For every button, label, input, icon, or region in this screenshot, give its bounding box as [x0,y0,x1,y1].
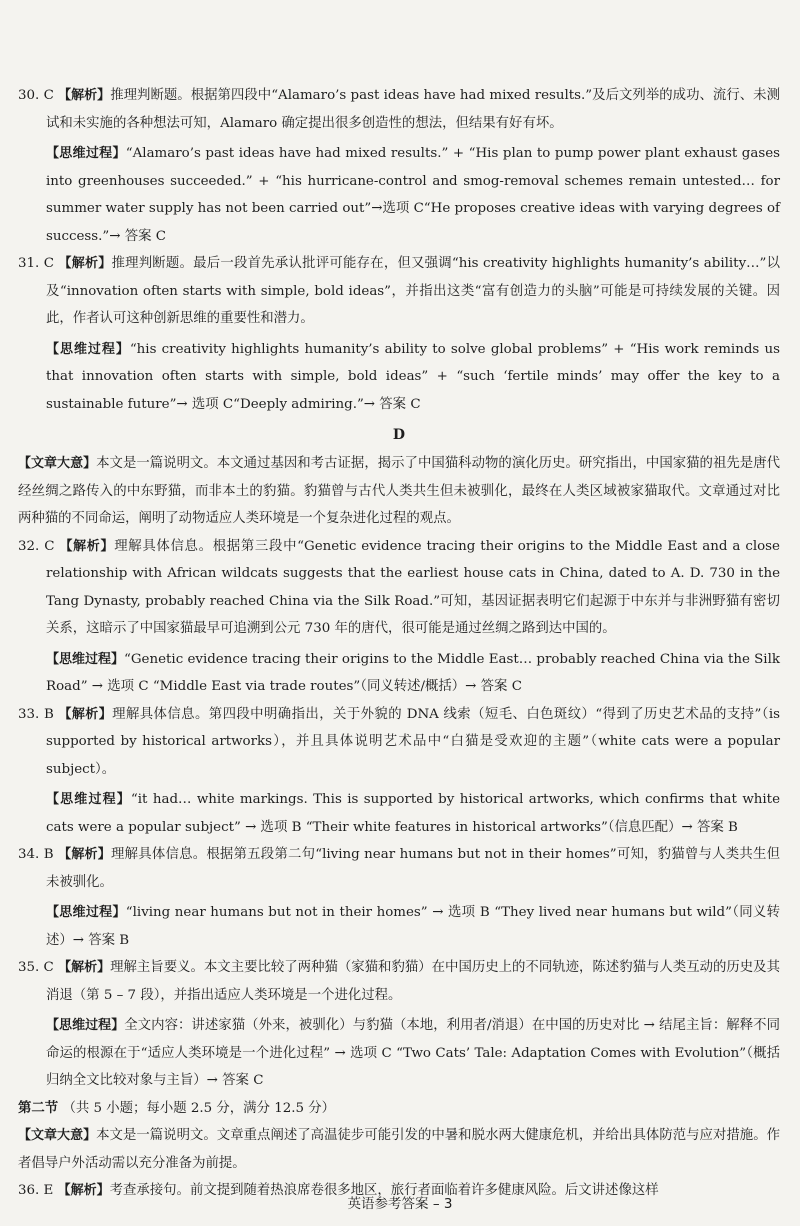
q30-thinking-text: “Alamaro’s past ideas have had mixed results.” + “His plan to pump power plant exhaust gases into greenhouses succeeded.” + “his hurricane-control and smog-removal schemes remain untested… for summer water supply has not been carried out”→选项 C“He proposes creative ideas with varying degrees of success.”→ 答案 C [46,146,780,244]
q35-text: 理解主旨要义。本文主要比较了两种猫（家猫和豹猫）在中国历史上的不同轨迹，陈述豹猫与人类互动的历史及其消退（第 5 – 7 段），并指出适应人类环境是一个进化过程。 [46,960,780,1003]
analysis-tag: 【解析】 [58,706,113,722]
thinking-tag: 【思维过程】 [46,341,130,357]
q33-number: 33. B [18,706,54,722]
q33-thinking [18,786,780,841]
thinking-tag: 【思维过程】 [46,146,126,161]
q30-text: 推理判断题。根据第四段中“Alamaro’s past ideas have had mixed results.”及后文列举的成功、流行、未测试和未实施的各种想法可知，Alamaro 确定提出很多创造性的想法，但结果有好有坏。 [46,88,780,131]
q35-number: 35. C [18,960,54,975]
analysis-tag: 【解析】 [58,256,112,271]
q34-analysis [18,841,780,896]
analysis-tag: 【解析】 [57,1183,110,1198]
summary-tag: 【文章大意】 [18,456,97,471]
section-2-summary [18,1122,780,1177]
q33-thinking-text: “it had… white markings. This is supported by historical artworks, which confirms that white cats were a popular subject” → 选项 B “Their white features in historical artworks”（信息匹配）→ 答案 B [46,792,780,835]
q33-text: 理解具体信息。第四段中明确指出，关于外貌的 DNA 线索（短毛、白色斑纹）“得到了历史艺术品的支持”（is supported by historical artworks），并且具体说明艺术品中“白猫是受欢迎的主题”（white cats were a popular subject）。 [46,706,780,777]
thinking-tag: 【思维过程】 [46,905,126,920]
summary-tag: 【文章大意】 [18,1128,97,1143]
q32-thinking-text: “Genetic evidence tracing their origins to the Middle East… probably reached China via the Silk Road” → 选项 C “Middle East via trade routes”（同义转述/概括）→ 答案 C [46,651,780,694]
analysis-tag: 【解析】 [59,538,115,554]
thinking-tag: 【思维过程】 [46,1018,125,1033]
q35-thinking-text: 全文内容：讲述家猫（外来，被驯化）与豹猫（本地，利用者/消退）在中国的历史对比 → 结尾主旨：解释不同命运的根源在于“适应人类环境是一个进化过程” → 选项 C “Two Cats’ Tale: Adaptation Comes with Evolution”（概括归纳全文比较对象与主旨）→ 答案 C [46,1018,780,1088]
q32-text: 理解具体信息。根据第三段中“Genetic evidence tracing their origins to the Middle East and a close relationship with African wildcats suggests that the earliest house cats in China, dated to A. D. 730 in the Tang Dynasty, probably reached China via the Silk Road.”可知，基因证据表明它们起源于中东并与非洲野猫有密切关系，这暗示了中国家猫最早可追溯到公元 730 年的唐代，很可能是通过丝绸之路到达中国的。 [46,538,780,636]
q34-thinking-text: “living near humans but not in their homes” → 选项 B “They lived near humans but wild”（同义转述）→ 答案 B [46,905,780,948]
q31-number: 31. C [18,256,55,271]
section-2-note: （共 5 小题；每小题 2.5 分，满分 12.5 分） [62,1100,336,1116]
thinking-tag: 【思维过程】 [46,651,125,667]
q31-analysis [18,250,780,333]
q36-text: 考查承接句。前文提到随着热浪席卷很多地区，旅行者面临着许多健康风险。后文讲述像这样 [109,1183,659,1198]
q30-number: 30. C [18,88,54,103]
q30-analysis [18,82,780,137]
q33-analysis [18,701,780,784]
section-d-heading: D [392,427,406,443]
analysis-tag: 【解析】 [58,88,111,103]
analysis-tag: 【解析】 [58,847,112,862]
q31-text: 推理判断题。最后一段首先承认批评可能存在，但又强调“his creativity highlights humanity’s ability…”以及“innovation often starts with simple, bold ideas”，并指出这类“富有创造力的头脑”可能是可持续发展的关键。因此，作者认可这种创新思维的重要性和潜力。 [46,256,780,326]
analysis-tag: 【解析】 [58,960,111,975]
q30-thinking [18,140,780,250]
q34-text: 理解具体信息。根据第五段第二句“living near humans but not in their homes”可知，豹猫曾与人类共生但未被驯化。 [46,847,780,890]
q34-thinking [18,899,780,954]
page-footer: 英语参考答案 – 3 [347,1196,453,1212]
q36-number: 36. E [18,1183,54,1198]
q31-thinking [18,336,780,419]
page-content [18,82,780,1205]
q32-analysis [18,533,780,643]
q31-thinking-text: “his creativity highlights humanity’s ability to solve global problems” + “His work reminds us that innovation often starts with simple, bold ideas” + “such ‘fertile minds’ may offer the key to a sustainable future”→ 选项 C“Deeply admiring.”→ 答案 C [46,341,780,412]
q32-thinking [18,646,780,701]
section-2-title: 第二节 [18,1100,59,1116]
q35-analysis [18,954,780,1009]
section-2-heading [18,1095,780,1123]
thinking-tag: 【思维过程】 [46,792,131,807]
section-2-summary-text: 本文是一篇说明文。文章重点阐述了高温徒步可能引发的中暑和脱水两大健康危机，并给出具体防范与应对措施。作者倡导户外活动需以充分准备为前提。 [18,1128,780,1171]
q34-number: 34. B [18,847,54,862]
passage-d-summary-text: 本文是一篇说明文。本文通过基因和考古证据，揭示了中国猫科动物的演化历史。研究指出，中国家猫的祖先是唐代经丝绸之路传入的中东野猫，而非本土的豹猫。豹猫曾与古代人类共生但未被驯化，最终在人类区域被家猫取代。文章通过对比两种猫的不同命运，阐明了动物适应人类环境是一个复杂进化过程的观点。 [18,456,780,526]
q35-thinking [18,1012,780,1095]
passage-d-summary [18,450,780,533]
q32-number: 32. C [18,538,55,554]
